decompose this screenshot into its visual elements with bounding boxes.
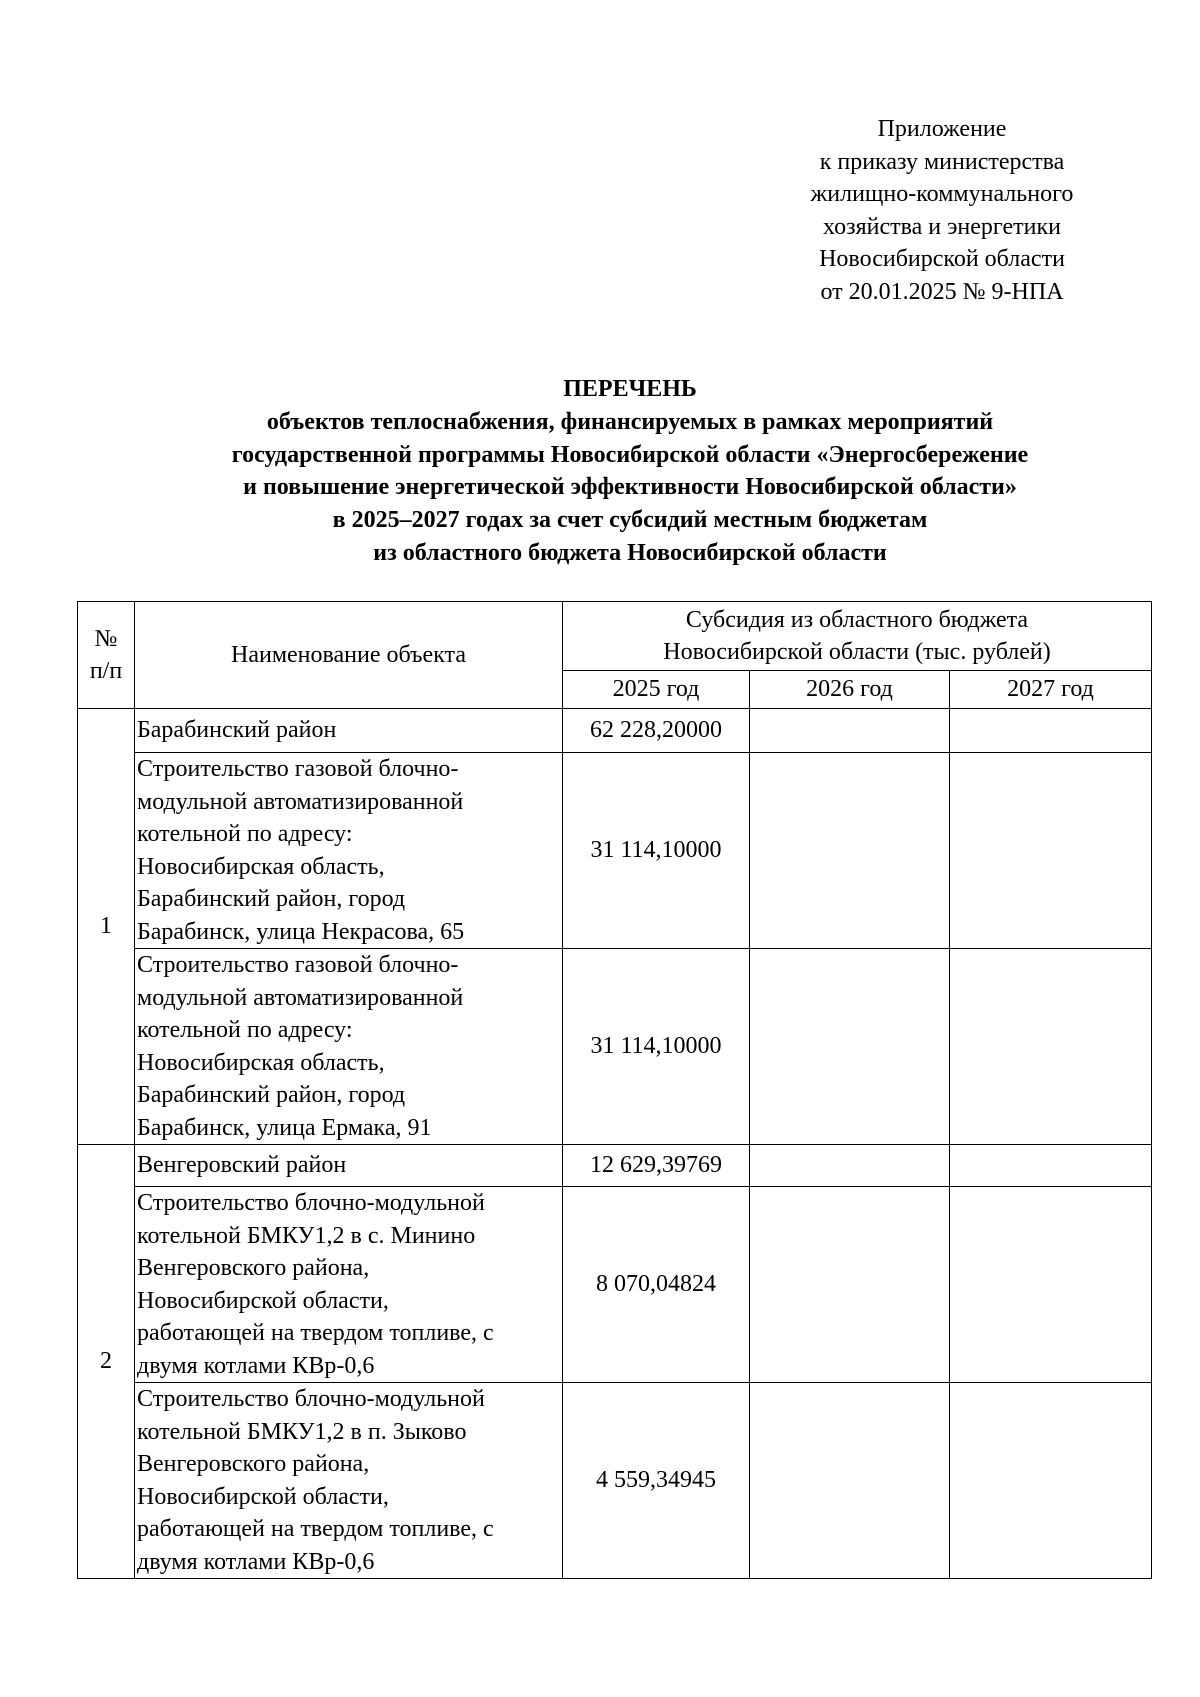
table-row bbox=[78, 949, 1152, 1145]
object-name: Барабинский район bbox=[135, 709, 563, 753]
value-2025: 31 114,10000 bbox=[563, 753, 750, 949]
value-2026 bbox=[750, 1187, 950, 1383]
table-row bbox=[78, 1145, 1152, 1187]
appendix-line: Приложение bbox=[877, 116, 1007, 142]
title-line: из областного бюджета Новосибирской области bbox=[373, 539, 887, 566]
objects-table bbox=[77, 601, 1152, 1579]
title-line: государственной программы Новосибирской области «Энергосбережение bbox=[231, 441, 1029, 468]
value-2025: 31 114,10000 bbox=[563, 949, 750, 1145]
value-2027 bbox=[950, 949, 1152, 1145]
header-year-2026: 2026 год bbox=[750, 671, 950, 709]
row-number: 1 bbox=[78, 709, 135, 1145]
row-number: 2 bbox=[78, 1145, 135, 1579]
header-subsidy-line: Новосибирской области (тыс. рублей) bbox=[663, 639, 1051, 665]
header-year-2025: 2025 год bbox=[563, 671, 750, 709]
header-name: Наименование объекта bbox=[135, 602, 563, 709]
appendix-line: Новосибирской области bbox=[819, 246, 1065, 272]
value-2027 bbox=[950, 1145, 1152, 1187]
appendix-block bbox=[762, 113, 1122, 308]
object-name: Строительство блочно-модульной котельной БМКУ1,2 в с. Минино Венгеровского района, Новосибирской области, работающей на твердом топливе, с двумя котлами КВр-0,6 bbox=[135, 1187, 563, 1383]
header-subsidy-line: Субсидия из областного бюджета bbox=[685, 606, 1029, 633]
title-heading: ПЕРЕЧЕНЬ bbox=[563, 376, 697, 402]
value-2025: 4 559,34945 bbox=[563, 1383, 750, 1579]
value-2026 bbox=[750, 1145, 950, 1187]
title-line: и повышение энергетической эффективности Новосибирской области» bbox=[243, 474, 1017, 501]
object-name: Венгеровский район bbox=[135, 1145, 563, 1187]
title-line: в 2025–2027 годах за счет субсидий местным бюджетам bbox=[332, 507, 928, 534]
value-2025: 62 228,20000 bbox=[563, 709, 750, 753]
header-subsidy bbox=[563, 602, 1152, 671]
value-2027 bbox=[950, 709, 1152, 753]
appendix-line: к приказу министерства bbox=[819, 148, 1065, 175]
table-row bbox=[78, 1187, 1152, 1383]
table-row bbox=[78, 753, 1152, 949]
object-name: Строительство газовой блочно- модульной автоматизированной котельной по адресу: Новосибирская область, Барабинский район, город Барабинск, улица Некрасова, 65 bbox=[135, 753, 563, 949]
value-2025: 12 629,39769 bbox=[563, 1145, 750, 1187]
table-row bbox=[78, 709, 1152, 753]
value-2027 bbox=[950, 1187, 1152, 1383]
document-title bbox=[130, 373, 1130, 570]
value-2026 bbox=[750, 1383, 950, 1579]
table-header-row bbox=[78, 602, 1152, 671]
table-row bbox=[78, 1383, 1152, 1579]
object-name: Строительство газовой блочно- модульной автоматизированной котельной по адресу: Новосибирская область, Барабинский район, город Барабинск, улица Ермака, 91 bbox=[135, 949, 563, 1145]
object-name: Строительство блочно-модульной котельной БМКУ1,2 в п. Зыково Венгеровского района, Новосибирской области, работающей на твердом топливе, с двумя котлами КВр-0,6 bbox=[135, 1383, 563, 1579]
value-2027 bbox=[950, 753, 1152, 949]
value-2026 bbox=[750, 949, 950, 1145]
value-2027 bbox=[950, 1383, 1152, 1579]
appendix-line: хозяйства и энергетики bbox=[823, 213, 1061, 240]
header-num: № п/п bbox=[78, 602, 135, 709]
header-year-2027: 2027 год bbox=[950, 671, 1152, 709]
value-2026 bbox=[750, 709, 950, 753]
value-2026 bbox=[750, 753, 950, 949]
title-line: объектов теплоснабжения, финансируемых в рамках мероприятий bbox=[266, 408, 994, 435]
appendix-line: жилищно-коммунального bbox=[810, 181, 1074, 207]
appendix-line: от 20.01.2025 № 9-НПА bbox=[820, 278, 1064, 305]
value-2025: 8 070,04824 bbox=[563, 1187, 750, 1383]
